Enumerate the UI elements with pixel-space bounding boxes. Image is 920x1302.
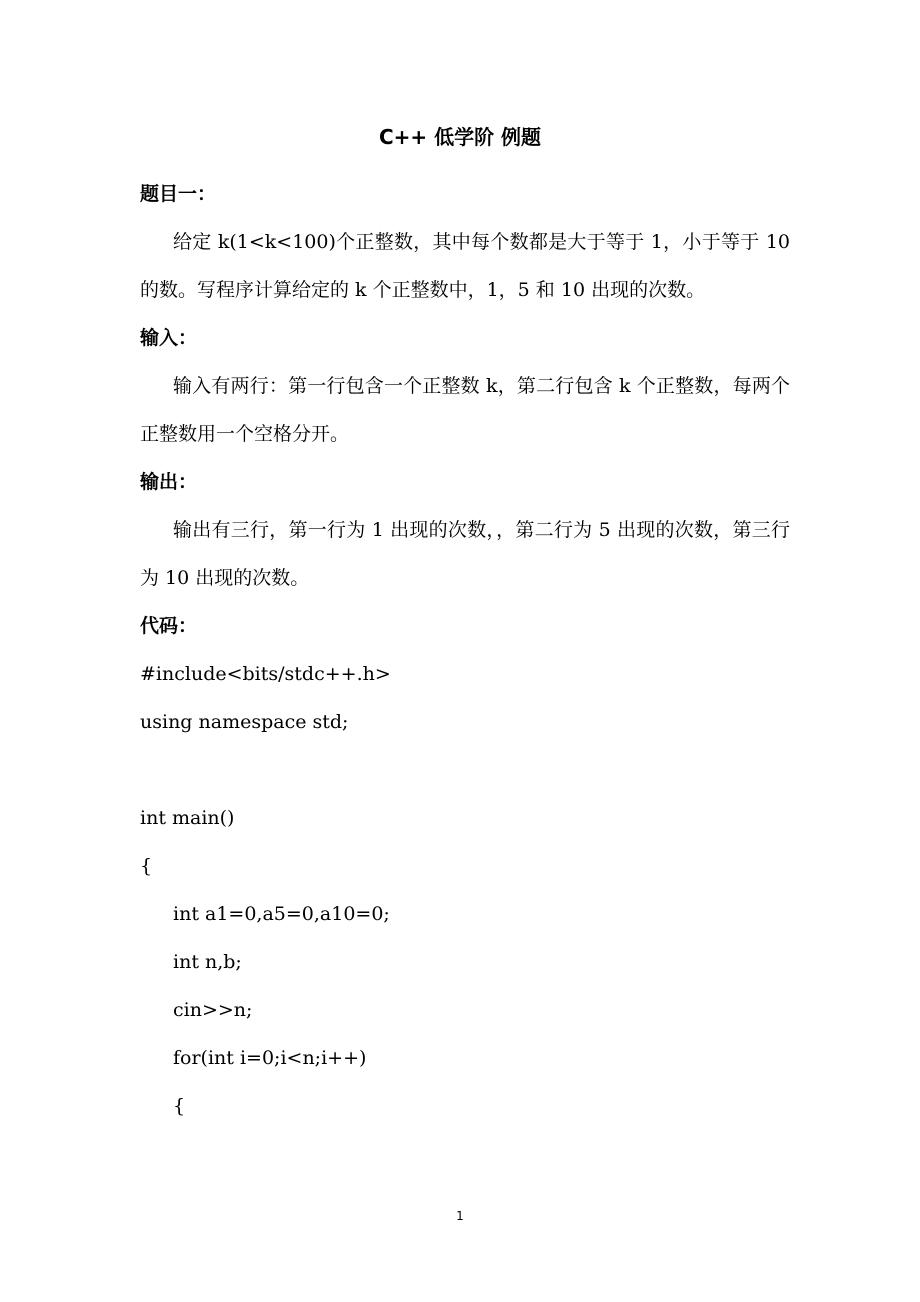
code-line: for(int i=0;i<n;i++) — [173, 1047, 367, 1069]
code-line: int main() — [140, 807, 235, 829]
problem-heading: 题目一： — [140, 183, 217, 205]
code-line: int a1=0,a5=0,a10=0; — [173, 903, 390, 925]
document-title: C++ 低学阶 例题 — [378, 125, 542, 149]
output-paragraph: 输出有三行，第一行为 1 出现的次数，，第二行为 5 出现的次数，第三行为 10 出现的次数。 — [140, 519, 790, 589]
code-line: #include<bits/stdc++.h> — [140, 663, 391, 685]
code-block — [140, 650, 790, 1130]
code-line: using namespace std; — [140, 711, 349, 733]
code-line: { — [173, 1095, 186, 1117]
problem-paragraph: 给定 k(1<k<100)个正整数，其中每个数都是大于等于 1，小于等于 10 的数。写程序计算给定的 k 个正整数中，1，5 和 10 出现的次数。 — [140, 231, 790, 301]
input-heading: 输入： — [140, 327, 198, 349]
code-line: { — [140, 855, 153, 877]
code-line: int n,b; — [173, 951, 242, 973]
code-line-blank — [140, 746, 790, 794]
code-line: cin>>n; — [173, 999, 253, 1021]
code-heading: 代码： — [140, 615, 198, 637]
output-heading: 输出： — [140, 471, 198, 493]
document-body — [140, 170, 790, 1130]
input-paragraph: 输入有两行：第一行包含一个正整数 k，第二行包含 k 个正整数，每两个正整数用一个空格分开。 — [140, 375, 790, 445]
page-number: 1 — [456, 1209, 464, 1223]
